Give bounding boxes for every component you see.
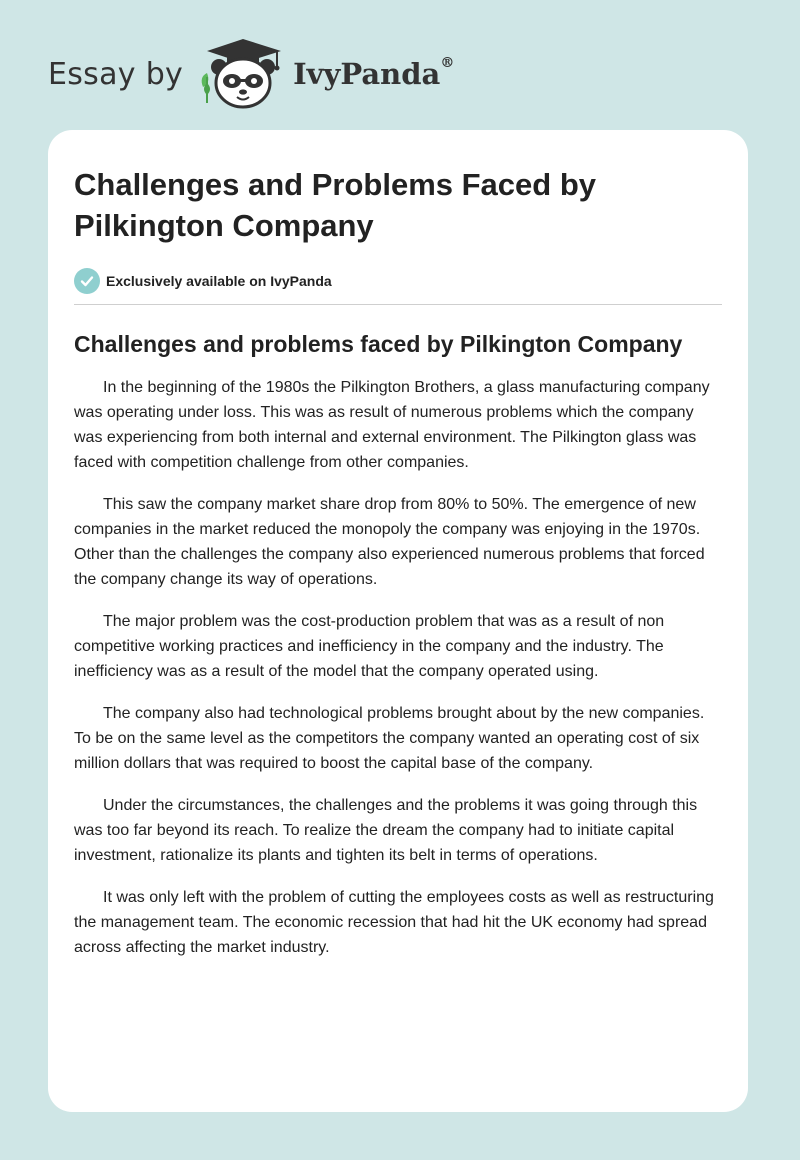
body-paragraph: Under the circumstances, the challenges and the problems it was going through this was too far beyond its reach. To realize the dream the company had to initiate capital investment, rationalize its plants and tighten its belt in terms of operations. [74,797,698,864]
body-paragraph: The company also had technological problems brought about by the new companies. To be on the same level as the competitors the company wanted an operating cost of six million dollars that was required to boost the capital base of the company. [74,705,705,772]
exclusive-badge [74,268,722,294]
section-heading: Challenges and problems faced by Pilkington Company [74,331,683,357]
panda-graduate-logo-icon[interactable] [197,37,287,111]
brand-name-text: IvyPanda [293,57,441,91]
title-divider [74,304,722,305]
essay-by-label: Essay by [48,56,184,92]
exclusive-label: Exclusively available on IvyPanda [106,273,332,289]
body-paragraph: It was only left with the problem of cutting the employees costs as well as restructuring the management team. The economic recession that had hit the UK economy had spread across affecting the market industry. [74,889,714,956]
essay-title: Challenges and Problems Faced by Pilkington Company [74,167,596,243]
body-paragraph: This saw the company market share drop from 80% to 50%. The emergence of new companies in the market reduced the monopoly the company was enjoying in the 1970s. Other than the challenges the company also experienced numerous problems that forced the company change its way of operations. [74,496,705,588]
check-circle-icon [74,268,100,294]
site-header [48,34,454,114]
essay-content [74,164,722,960]
brand-name[interactable] [293,57,454,91]
registered-mark: ® [440,55,455,71]
body-paragraph: In the beginning of the 1980s the Pilkington Brothers, a glass manufacturing company was operating under loss. This was as result of numerous problems which the company was experiencing from both internal and external environment. The Pilkington glass was faced with competition challenge from other companies. [74,379,710,471]
body-paragraph: The major problem was the cost-production problem that was as a result of non competitive working practices and inefficiency in the company and the industry. The inefficiency was as a result of the model that the company operated using. [74,613,665,680]
essay-card [48,130,748,1112]
